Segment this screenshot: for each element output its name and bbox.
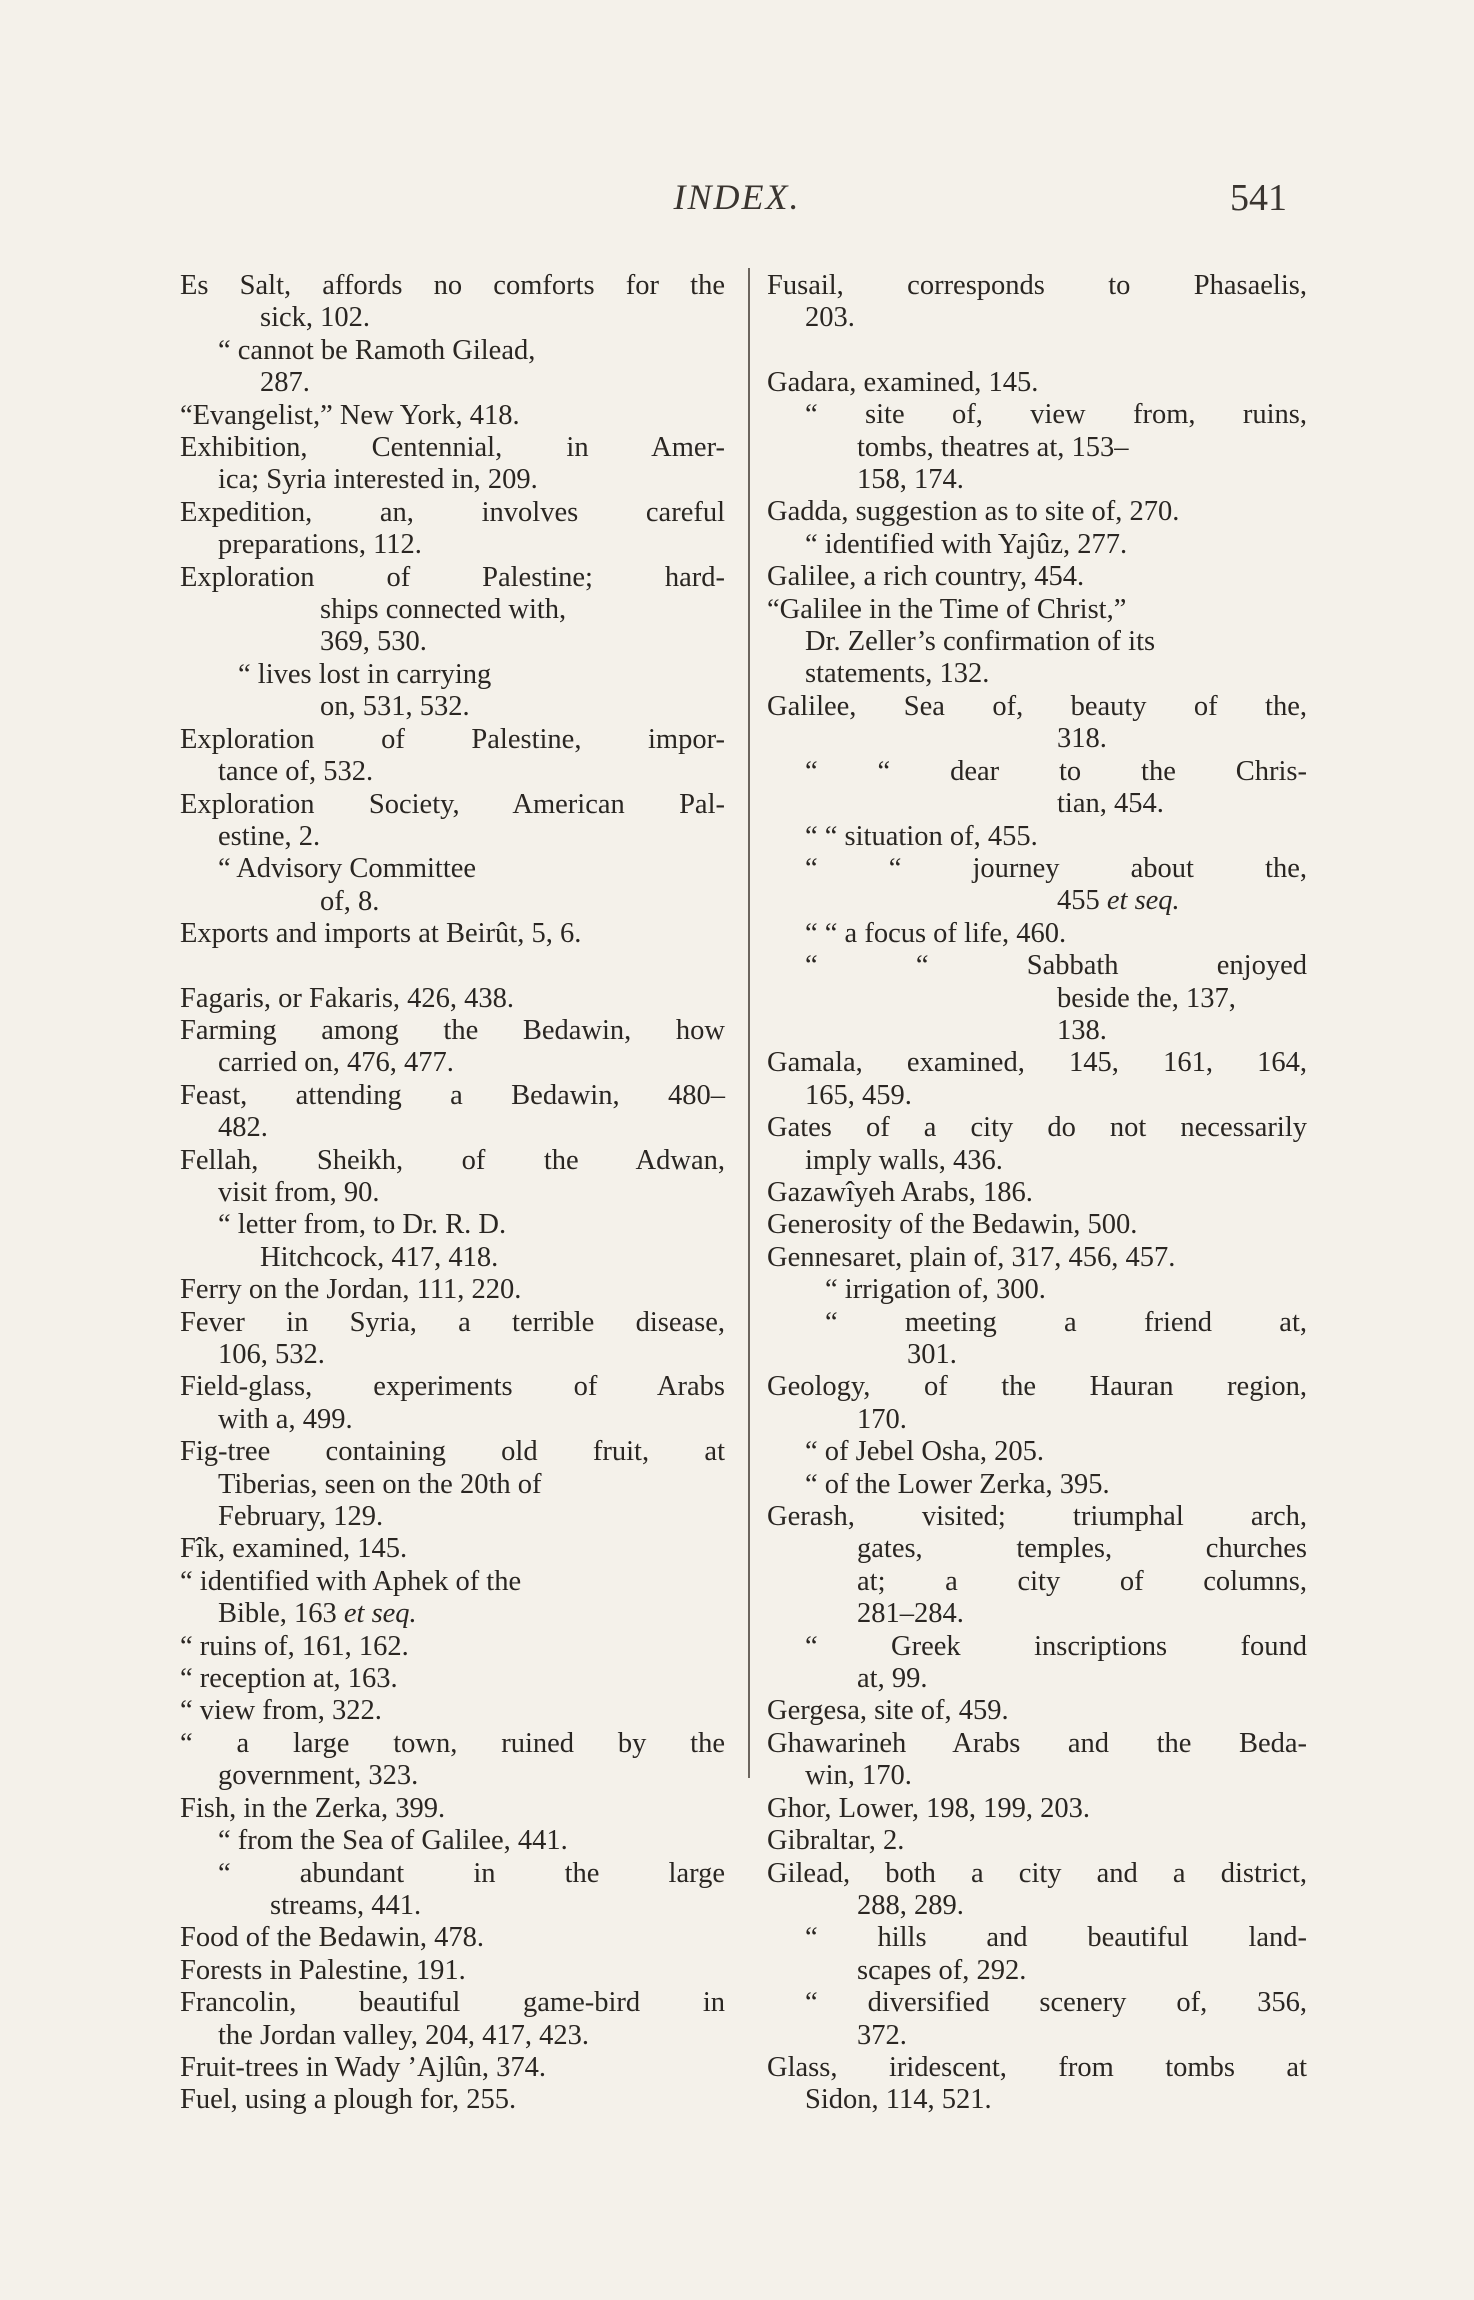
index-entry: 203. [805, 302, 855, 334]
index-entry: on, 531, 532. [320, 691, 470, 723]
index-entry: “ Greek inscriptions found [805, 1630, 1307, 1662]
index-entry: tombs, theatres at, 153– [857, 431, 1129, 463]
index-entry: Gamala, examined, 145, 161, 164, [767, 1047, 1307, 1079]
index-entry: with a, 499. [218, 1403, 353, 1435]
index-entry: “ “ situation of, 455. [805, 820, 1038, 852]
index-entry: February, 129. [218, 1501, 384, 1533]
index-entry: 158, 174. [857, 464, 964, 496]
index-entry: government, 323. [218, 1760, 419, 1792]
index-entry: carried on, 476, 477. [218, 1047, 454, 1079]
index-entry: Gerash, visited; triumphal arch, [767, 1501, 1307, 1533]
index-entry: the Jordan valley, 204, 417, 423. [218, 2019, 589, 2051]
index-entry: of, 8. [320, 885, 380, 917]
index-entry: Fagaris, or Fakaris, 426, 438. [180, 982, 515, 1014]
index-entry: beside the, 137, [1057, 982, 1236, 1014]
index-entry: Expedition, an, involves careful [180, 496, 725, 528]
index-entry: Gates of a city do not necessarily [767, 1112, 1307, 1144]
index-column-left [180, 270, 725, 2117]
index-entry: Hitchcock, 417, 418. [260, 1241, 499, 1273]
index-entry: at; a city of columns, [857, 1565, 1307, 1597]
index-entry: “ “ a focus of life, 460. [805, 917, 1067, 949]
index-entry: 372. [857, 2019, 907, 2051]
index-entry: Food of the Bedawin, 478. [180, 1922, 484, 1954]
index-entry: Fuel, using a plough for, 255. [180, 2084, 517, 2116]
index-entry: Feast, attending a Bedawin, 480– [180, 1079, 725, 1111]
index-entry: “ identified with Yajûz, 277. [805, 528, 1128, 560]
index-entry: “ meeting a friend at, [825, 1306, 1307, 1338]
index-entry: “ diversified scenery of, 356, [805, 1987, 1307, 2019]
index-entry: Forests in Palestine, 191. [180, 1954, 466, 1986]
index-entry: imply walls, 436. [805, 1144, 1003, 1176]
index-entry: Gibraltar, 2. [767, 1825, 905, 1857]
index-entry: “ “ Sabbath enjoyed [805, 950, 1307, 982]
index-entry: 138. [1057, 1014, 1107, 1046]
index-entry: “ view from, 322. [180, 1695, 382, 1727]
index-entry: scapes of, 292. [857, 1954, 1027, 1986]
letter-gap [767, 335, 1307, 367]
index-entry: Fellah, Sheikh, of the Adwan, [180, 1144, 725, 1176]
index-entry: Farming among the Bedawin, how [180, 1014, 725, 1046]
index-entry: win, 170. [805, 1760, 912, 1792]
index-entry: Galilee, Sea of, beauty of the, [767, 690, 1307, 722]
index-entry: Exploration of Palestine; hard- [180, 561, 725, 593]
index-entry: Exports and imports at Beirût, 5, 6. [180, 918, 582, 950]
index-entry: 318. [1057, 723, 1107, 755]
index-entry: preparations, 112. [218, 529, 422, 561]
index-entry: “ hills and beautiful land- [805, 1922, 1307, 1954]
index-entry: visit from, 90. [218, 1176, 380, 1208]
index-entry: 288, 289. [857, 1889, 964, 1921]
index-entry: Ghor, Lower, 198, 199, 203. [767, 1792, 1091, 1824]
index-entry: Exhibition, Centennial, in Amer- [180, 432, 725, 464]
index-entry: Gennesaret, plain of, 317, 456, 457. [767, 1241, 1176, 1273]
index-entry: streams, 441. [270, 1889, 422, 1921]
index-entry: Exploration Society, American Pal- [180, 788, 725, 820]
index-entry: “ reception at, 163. [180, 1663, 398, 1695]
index-entry: tance of, 532. [218, 756, 374, 788]
index-entry: Fish, in the Zerka, 399. [180, 1792, 446, 1824]
index-entry: “ of Jebel Osha, 205. [805, 1436, 1045, 1468]
index-entry: “ cannot be Ramoth Gilead, [218, 334, 536, 366]
index-entry: tian, 454. [1057, 788, 1164, 820]
index-entry: Dr. Zeller’s confirmation of its [805, 626, 1156, 658]
column-rule [748, 268, 750, 1778]
running-head: INDEX. [673, 177, 801, 217]
index-entry: Field-glass, experiments of Arabs [180, 1371, 725, 1403]
index-entry: “ Advisory Committee [218, 853, 477, 885]
index-entry: “ irrigation of, 300. [825, 1274, 1046, 1306]
index-entry: “Galilee in the Time of Christ,” [767, 593, 1127, 625]
index-entry: 106, 532. [218, 1339, 325, 1370]
index-entry: 301. [907, 1339, 957, 1370]
index-entry: Ferry on the Jordan, 111, 220. [180, 1274, 522, 1306]
index-entry: “ lives lost in carrying [238, 658, 492, 690]
index-entry: Glass, iridescent, from tombs at [767, 2051, 1307, 2083]
index-entry: 369, 530. [320, 626, 427, 658]
index-entry: Exploration of Palestine, impor- [180, 723, 725, 755]
index-entry: 482. [218, 1112, 268, 1144]
index-entry: “ letter from, to Dr. R. D. [218, 1209, 507, 1241]
index-entry: 287. [260, 367, 310, 399]
index-entry: Fig-tree containing old fruit, at [180, 1436, 725, 1468]
index-entry: Francolin, beautiful game-bird in [180, 1987, 725, 2019]
index-entry: “ site of, view from, ruins, [805, 399, 1307, 431]
index-entry: Generosity of the Bedawin, 500. [767, 1209, 1138, 1241]
index-entry: Fîk, examined, 145. [180, 1533, 408, 1565]
index-entry: Fusail, corresponds to Phasaelis, [767, 270, 1307, 301]
index-entry: 281–284. [857, 1598, 964, 1630]
index-entry: Gadara, examined, 145. [767, 366, 1039, 398]
index-entry: Gergesa, site of, 459. [767, 1695, 1009, 1727]
index-entry: gates, temples, churches [857, 1533, 1307, 1565]
index-entry: Gadda, suggestion as to site of, 270. [767, 496, 1180, 528]
index-entry: Geology, of the Hauran region, [767, 1371, 1307, 1403]
index-entry: ica; Syria interested in, 209. [218, 464, 538, 496]
index-column-right [767, 270, 1307, 2117]
index-entry: “ of the Lower Zerka, 395. [805, 1468, 1110, 1500]
index-entry: at, 99. [857, 1663, 928, 1695]
index-entry: statements, 132. [805, 658, 990, 690]
index-entry: “Evangelist,” New York, 418. [180, 399, 520, 431]
index-entry: Ghawarineh Arabs and the Beda- [767, 1727, 1307, 1759]
index-entry: Tiberias, seen on the 20th of [218, 1468, 542, 1500]
index-entry: ships connected with, [320, 594, 567, 626]
index-entry: “ ruins of, 161, 162. [180, 1630, 409, 1662]
index-entry: 455 et seq. [1057, 885, 1180, 917]
index-entry: sick, 102. [260, 302, 371, 334]
index-entry: “ a large town, ruined by the [180, 1727, 725, 1759]
index-entry: Es Salt, affords no comforts for the [180, 270, 725, 301]
index-entry: Gazawîyeh Arabs, 186. [767, 1176, 1033, 1208]
index-entry: Bible, 163 et seq. [218, 1598, 417, 1630]
index-entry: Fever in Syria, a terrible disease, [180, 1306, 725, 1338]
index-entry: Fruit-trees in Wady ’Ajlûn, 374. [180, 2051, 547, 2083]
index-entry: estine, 2. [218, 820, 321, 852]
index-entry: “ identified with Aphek of the [180, 1565, 522, 1597]
index-entry: 165, 459. [805, 1079, 912, 1111]
page-number: 541 [1230, 177, 1287, 219]
index-entry: “ “ journey about the, [805, 852, 1307, 884]
index-entry: 170. [857, 1403, 907, 1435]
index-entry: Sidon, 114, 521. [805, 2084, 992, 2116]
index-entry: Gilead, both a city and a district, [767, 1857, 1307, 1889]
index-entry: “ “ dear to the Chris- [805, 755, 1307, 787]
index-entry: Galilee, a rich country, 454. [767, 561, 1085, 593]
index-entry: “ from the Sea of Galilee, 441. [218, 1825, 568, 1857]
index-entry: “ abundant in the large [218, 1857, 725, 1889]
letter-gap [180, 951, 725, 983]
